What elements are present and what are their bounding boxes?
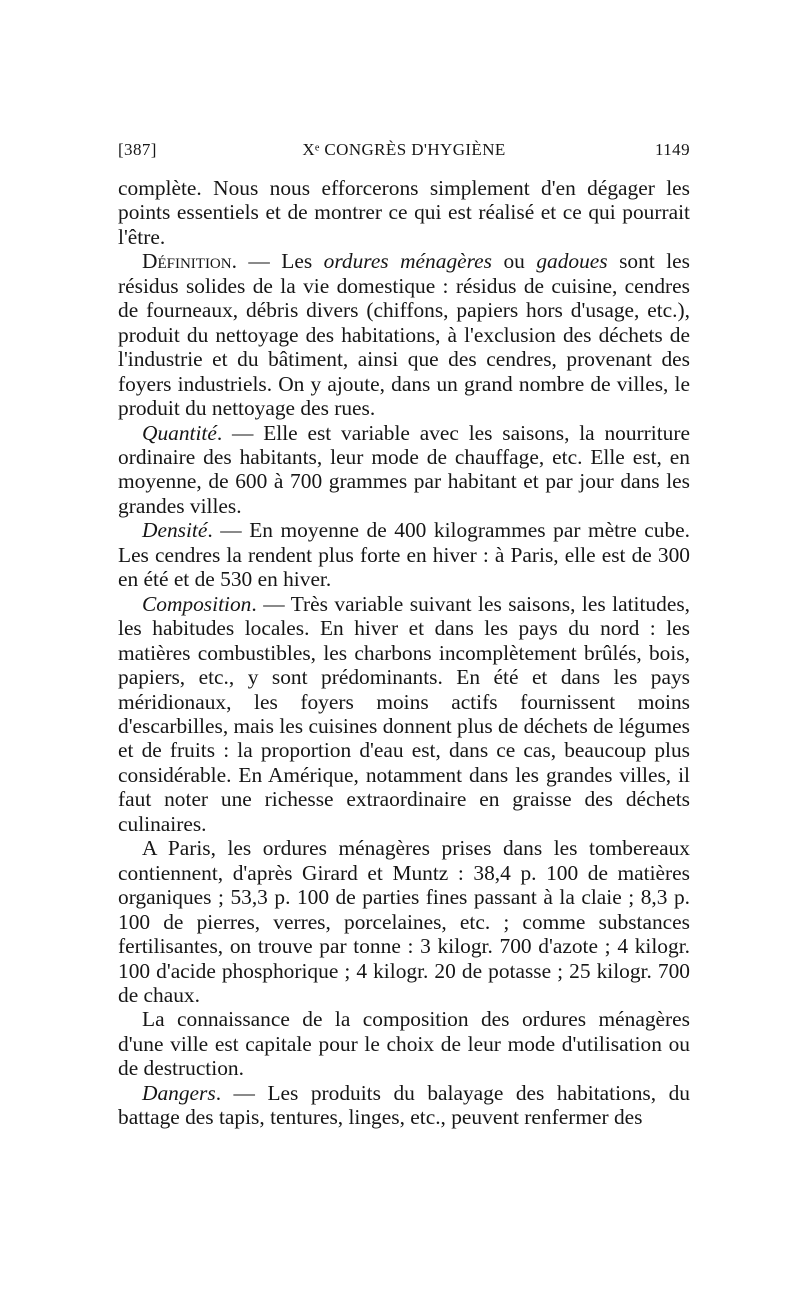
- page-number: 1149: [655, 140, 690, 159]
- page-reference: [387]: [118, 140, 157, 159]
- term-gadoues: gadoues: [536, 249, 608, 274]
- paragraph-dangers: [118, 1081, 690, 1130]
- paragraph-text: Très variable suivant les saisons, les latitudes, les habitudes locales. En hiver et dans les pays du nord : les matières combustibles, les charbons incomplètement brûlés, bois, papiers, etc., y sont prédominants. En été et dans les pays méridionaux, les foyers moins actifs fournissent moins d'escarbilles, mais les cuisines donnent plus de déchets de légumes et de fruits : la proportion d'eau est, dans ce cas, beaucoup plus considérable. En Amérique, notamment dans les grandes villes, il faut noter une richesse extraordinaire en graisse des déchets culinaires.: [118, 591, 690, 836]
- paragraph-text: Les produits du balayage des habitations, du battage des tapis, tentures, linges, etc., peuvent renfermer des: [118, 1080, 690, 1130]
- section-heading: Quantité: [142, 420, 217, 445]
- paragraph-text: sont les résidus solides de la vie domestique : résidus de cuisine, cendres de fourneaux, débris divers (chiffons, papiers hors d'usage, etc.), produit du nettoyage des habitations, à l'exclusion des déchets de l'industrie et du bâtiment, ainsi que des cendres, provenant des foyers industriels. On y ajoute, dans un grand nombre de villes, le produit du nettoyage des rues.: [118, 249, 690, 421]
- paragraph-connaissance: [118, 1007, 690, 1080]
- heading-separator: . —: [231, 249, 282, 274]
- paragraph-composition: [118, 592, 690, 837]
- section-heading: Dangers: [142, 1080, 216, 1105]
- body-text: [118, 176, 690, 1130]
- paragraph-text: A Paris, les ordures ménagères prises dans les tombereaux contiennent, d'après Girard et Muntz : 38,4 p. 100 de matières organiques ; 53,3 p. 100 de parties fines passant à la claie ; 8,3 p. 100 de pierres, verres, porcelaines, etc. ; comme substances fertilisantes, on trouve par tonne : 3 kilogr. 700 d'azote ; 4 kilogr. 100 d'acide phosphorique ; 4 kilogr. 20 de potasse ; 25 kilogr. 700 de chaux.: [118, 836, 690, 1007]
- page-title: Xᵉ CONGRÈS D'HYGIÈNE: [302, 140, 506, 159]
- paragraph-quantite: [118, 421, 690, 519]
- heading-separator: . —: [251, 591, 291, 616]
- paragraph-text: La connaissance de la composition des ordures ménagères d'une ville est capitale pour le choix de leur mode d'utilisation ou de destruction.: [118, 1007, 690, 1081]
- section-heading: Définition: [142, 249, 232, 274]
- section-heading: Composition: [142, 591, 252, 616]
- paragraph-densite: [118, 518, 690, 591]
- heading-separator: . —: [207, 518, 250, 543]
- paragraph-intro: [118, 176, 690, 249]
- heading-separator: . —: [215, 1080, 268, 1105]
- paragraph-text: En moyenne de 400 kilogrammes par mètre cube. Les cendres la rendent plus forte en hiver : à Paris, elle est de 300 en été et de 530 en hiver.: [118, 518, 691, 592]
- section-heading: Densité: [142, 518, 208, 543]
- paragraph-text: complète. Nous nous efforcerons simplement d'en dégager les points essentiels et de montrer ce qui est réalisé et ce qui pourrait l'être.: [118, 176, 690, 249]
- paragraph-paris: [118, 836, 690, 1007]
- paragraph-text: Elle est variable avec les saisons, la nourriture ordinaire des habitants, leur mode de chauffage, etc. Elle est, en moyenne, de 600 à 700 grammes par habitant et par jour dans les grandes villes.: [118, 420, 690, 518]
- term-ordures-menageres: ordures ménagères: [323, 249, 492, 274]
- paragraph-text: ou: [491, 249, 537, 274]
- paragraph-text: Les: [281, 249, 324, 274]
- heading-separator: . —: [216, 420, 264, 445]
- paragraph-definition: [118, 249, 690, 420]
- running-header: [118, 140, 690, 164]
